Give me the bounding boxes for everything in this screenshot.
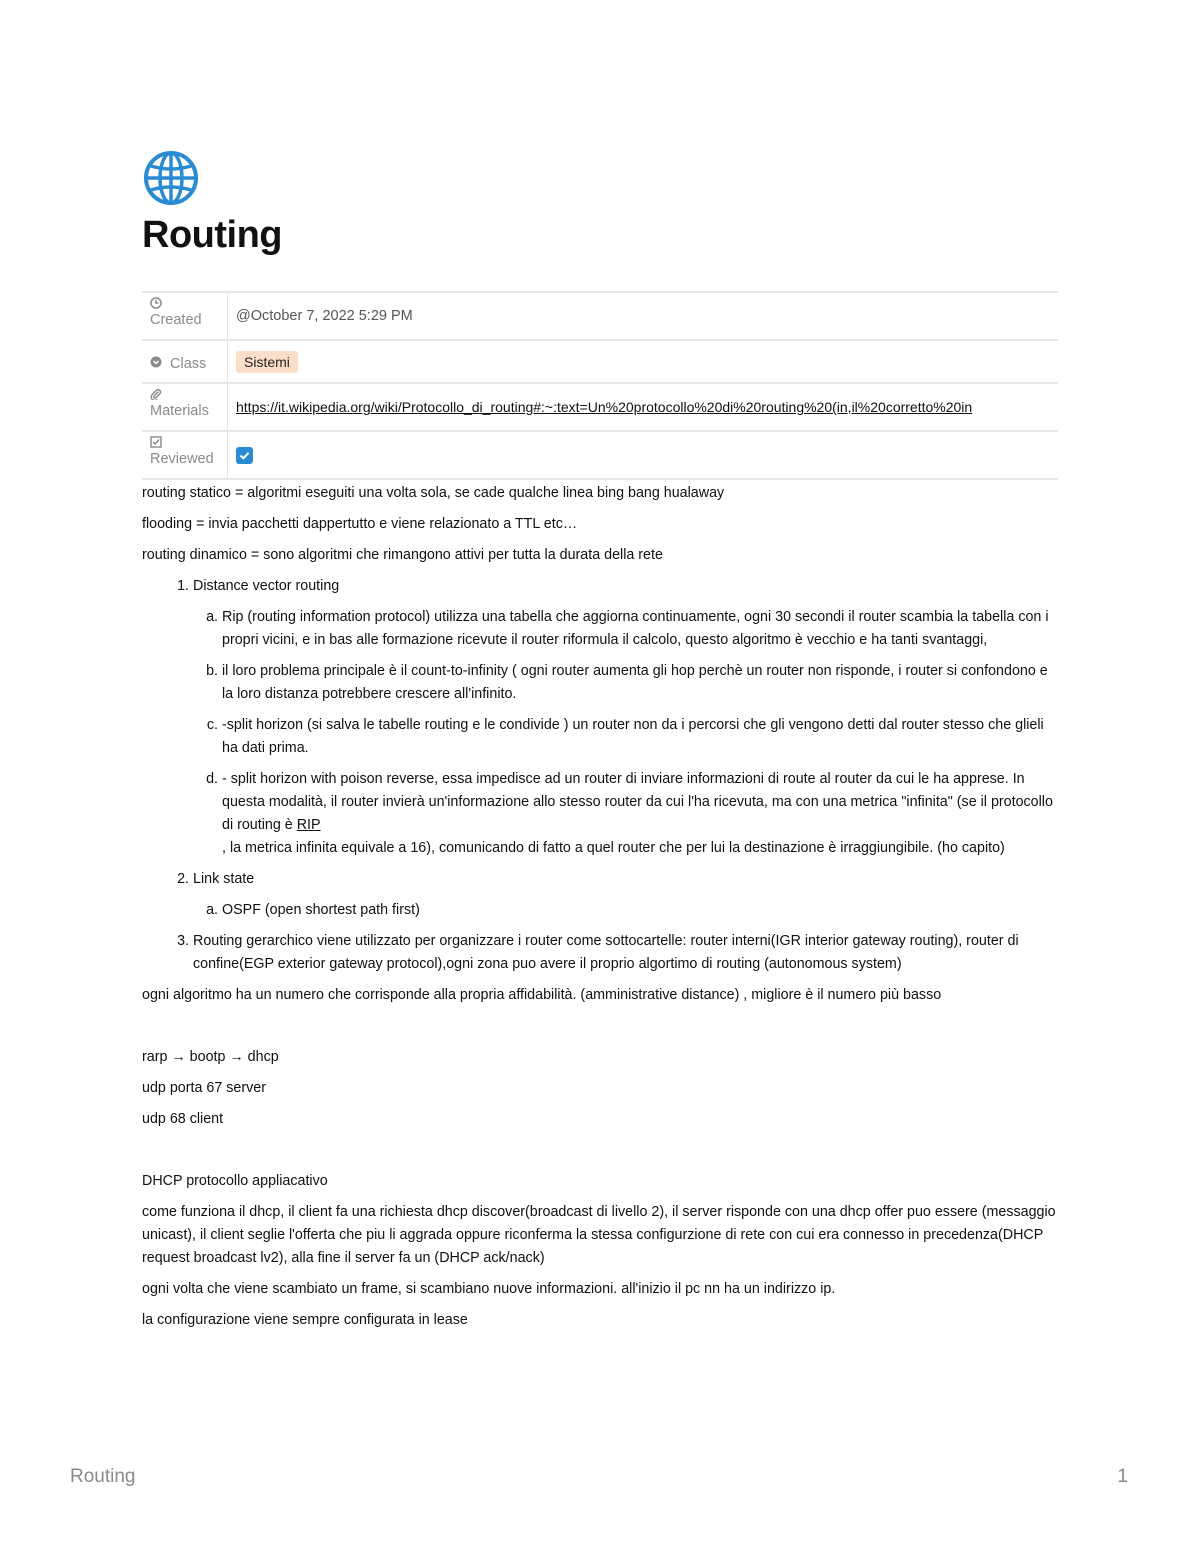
empty-line	[142, 1015, 1058, 1046]
paragraph: la configurazione viene sempre configurata in lease	[142, 1312, 468, 1328]
sub-list-item: c. -split horizon (si salva le tabelle routing e le condivide ) un router non da i percorsi che gli vengono detti dal router stesso che glieli ha dati prima.	[222, 714, 1058, 760]
paragraph: flooding = invia pacchetti dappertutto e viene relazionato a TTL etc…	[142, 516, 578, 532]
property-class-label: Class	[170, 355, 207, 372]
checkmark-icon	[238, 449, 251, 462]
footer-page-number: 1	[1117, 1466, 1128, 1487]
property-reviewed	[142, 432, 1058, 480]
numbered-list	[142, 575, 1058, 976]
sub-list	[193, 606, 1058, 860]
rip-link[interactable]: RIP	[296, 817, 321, 833]
property-class-key	[142, 341, 228, 382]
list-item	[193, 868, 1058, 922]
property-class	[142, 341, 1058, 384]
property-class-value[interactable]	[228, 341, 1058, 382]
paragraph: routing statico = algoritmi eseguiti una volta sola, se cade qualche linea bing bang hualaway	[142, 485, 725, 501]
paragraph: ogni volta che viene scambiato un frame, si scambiano nuove informazioni. all'inizio il pc nn ha un indirizzo ip.	[142, 1281, 836, 1297]
property-materials-value	[228, 384, 1058, 430]
sub-list-item-text: , la metrica infinita equivale a 16), comunicando di fatto a quel router che per lui la destinazione è irraggiungibile. (ho capito)	[222, 840, 1005, 856]
property-created-value[interactable]: @October 7, 2022 5:29 PM	[236, 308, 413, 324]
property-materials-key	[142, 384, 228, 430]
sub-list-item	[222, 768, 1058, 860]
empty-line	[142, 1139, 1058, 1170]
reviewed-checkbox[interactable]	[236, 447, 253, 464]
footer-title: Routing	[70, 1466, 136, 1487]
list-item-text: Distance vector routing	[193, 578, 340, 594]
paragraph: ogni algoritmo ha un numero che corrisponde alla propria affidabilità. (amministrative distance) , migliore è il numero più basso	[142, 987, 942, 1003]
class-tag[interactable]: Sistemi	[236, 351, 298, 373]
paragraph: come funziona il dhcp, il client fa una richiesta dhcp discover(broadcast di livello 2), il server risponde con una dhcp offer puo essere (messaggio unicast), il client seglie l'offerta che piu li aggrada oppure riconferma la stessa configurzione di rete con cui era connesso in precedenza(DHCP request broadcast lv2), alla fine il server fa un (DHCP ack/nack)	[142, 1204, 1056, 1266]
property-reviewed-value	[228, 432, 1058, 478]
paragraph: udp porta 67 server	[142, 1080, 266, 1096]
checkbox-icon	[150, 436, 227, 451]
list-item: 3. Routing gerarchico viene utilizzato per organizzare i router come sottocartelle: router interni(IGR interior gateway routing), router di confine(EGP exterior gateway protocol),ogni zona puo avere il proprio algortimo di routing (autonomous system)	[193, 930, 1058, 976]
property-created	[142, 293, 1058, 341]
property-materials	[142, 384, 1058, 432]
properties-table	[142, 291, 1058, 480]
page-content	[142, 482, 1058, 1340]
property-reviewed-label: Reviewed	[150, 451, 214, 467]
sub-list-item-text: - split horizon with poison reverse, essa impedisce ad un router di inviare informazioni di route al router da cui le ha apprese. In questa modalità, il router invierà un'informazione allo stesso router da cui l'ha ricevuta, ma con una metrica "infinita" (se il protocollo di routing è	[222, 771, 1053, 833]
globe-icon	[143, 150, 199, 206]
paperclip-icon	[150, 388, 227, 403]
paragraph: udp 68 client	[142, 1111, 224, 1127]
sub-list	[193, 899, 1058, 922]
paragraph: rarp → bootp → dhcp	[142, 1049, 279, 1065]
clock-icon	[150, 297, 227, 312]
list-item-text: Link state	[193, 871, 255, 887]
property-created-key	[142, 293, 228, 339]
property-materials-label: Materials	[150, 403, 209, 419]
sub-list-item: a. Rip (routing information protocol) utilizza una tabella che aggiorna continuamente, ogni 30 secondi il router scambia la tabella con i propri vicini, e in bas alle formazione ricevute il router riformula il calcolo, questo algoritmo è vecchio e ha tanti svantaggi,	[222, 606, 1058, 652]
property-reviewed-key	[142, 432, 228, 478]
list-item	[193, 575, 1058, 860]
materials-link[interactable]: https://it.wikipedia.org/wiki/Protocollo_di_routing#:~:text=Un%20protocollo%20di%20routing%20(in,il%20corretto%20in	[236, 399, 973, 415]
paragraph: routing dinamico = sono algoritmi che rimangono attivi per tutta la durata della rete	[142, 547, 663, 563]
sub-list-item: a. OSPF (open shortest path first)	[222, 899, 1058, 922]
page-title: Routing	[142, 214, 283, 256]
property-created-label: Created	[150, 312, 202, 328]
sub-list-item: b. il loro problema principale è il count-to-infinity ( ogni router aumenta gli hop perchè un router non risponde, i router si confondono e la loro distanza potrebbere crescere all'infinito.	[222, 660, 1058, 706]
paragraph: DHCP protocollo appliacativo	[142, 1173, 328, 1189]
select-icon	[150, 356, 162, 372]
